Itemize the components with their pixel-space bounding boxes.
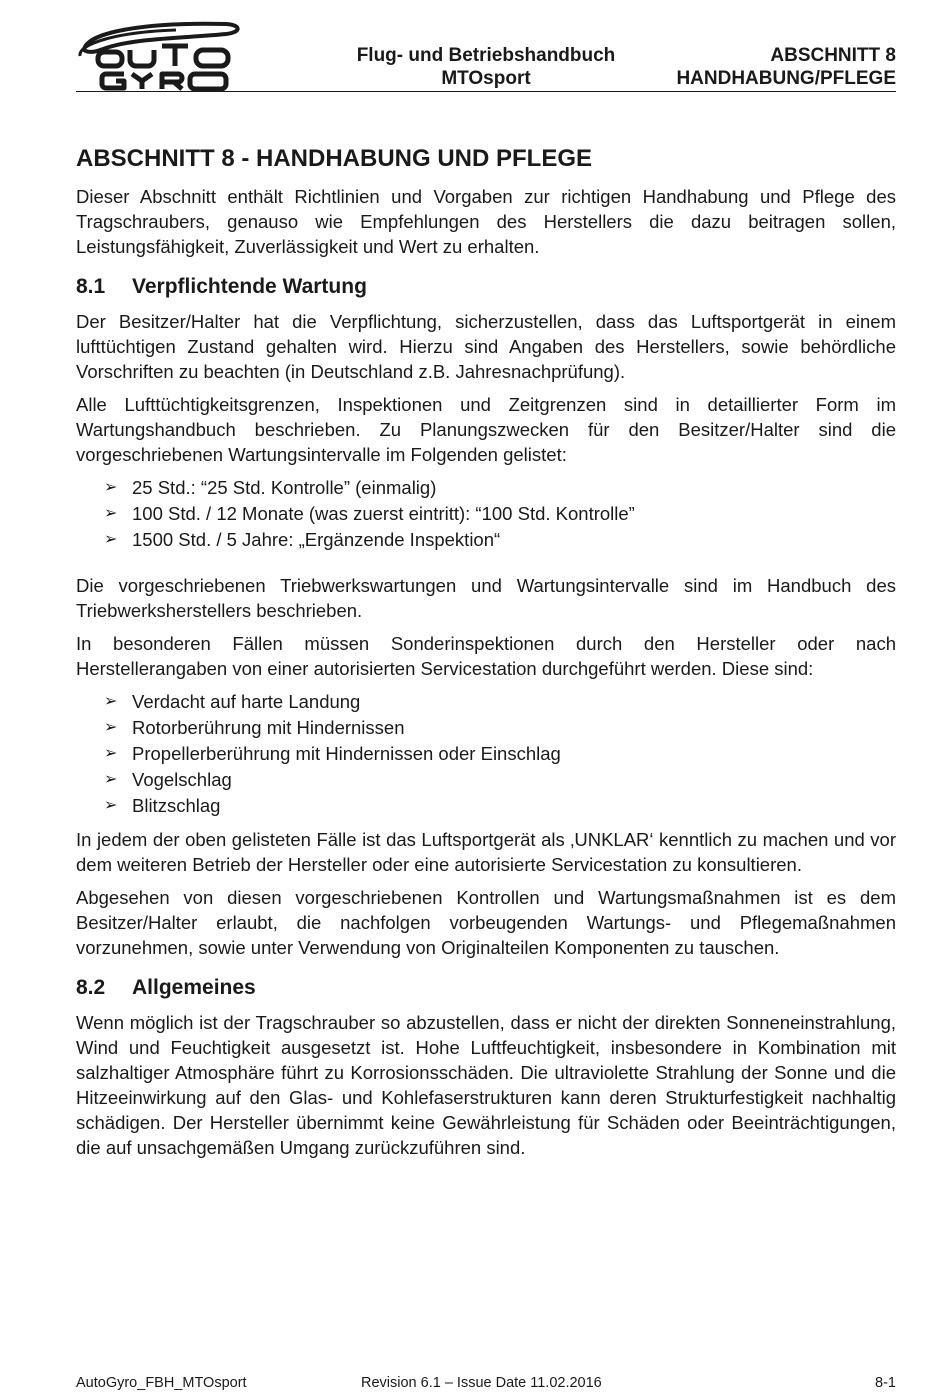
subsection-title: Allgemeines [132, 976, 256, 999]
subsection-number: 8.2 [76, 976, 106, 999]
page-number: 8-1 [875, 1375, 896, 1391]
paragraph: Die vorgeschriebenen Triebwerkswartungen und Wartungsintervalle sind im Handbuch des Triebwerksherstellers beschrieben. [76, 575, 896, 621]
section-heading: ABSCHNITT 8 - HANDHABUNG UND PFLEGE [76, 145, 592, 172]
arrow-bullet-icon: ➢ [104, 531, 118, 548]
arrow-bullet-icon: ➢ [104, 505, 118, 522]
subsection-heading-8-2 [76, 974, 896, 1002]
intro-paragraph: Dieser Abschnitt enthält Richtlinien und Vorgaben zur richtigen Handhabung und Pflege des Tragschraubers, genauso wie Empfehlungen des Herstellers die dazu beitragen sollen, Leistungsfähigkeit, Zuverlässigkeit und Wert zu erhalten. [76, 186, 896, 257]
arrow-bullet-icon: ➢ [104, 745, 118, 762]
subsection-heading-8-1 [76, 273, 896, 301]
paragraph: Abgesehen von diesen vorgeschriebenen Kontrollen und Wartungsmaßnahmen ist es dem Besitzer/Halter erlaubt, die nachfolgen vorbeugenden Wartungs- und Pflegemaßnahmen vorzunehmen, sowie unter Verwendung von Originalteilen Komponenten zu tauschen. [76, 887, 896, 958]
manual-title-line2: MTOsport [441, 68, 531, 89]
paragraph: Der Besitzer/Halter hat die Verpflichtung, sicherzustellen, dass das Luftsportgerät in einem lufttüchtigen Zustand gehalten wird. Hierzu sind Angaben des Herstellers, sowie behördliche Vorschriften zu beachten (in Deutschland z.B. Jahresnachprüfung). [76, 311, 896, 382]
paragraph: Wenn möglich ist der Tragschrauber so abzustellen, dass er nicht der direkten Sonneneinstrahlung, Wind und Feuchtigkeit ausgesetzt ist. Hohe Luftfeuchtigkeit, insbesondere in Kombination mit salzhaltiger Atmosphäre führt zu Korrosionsschäden. Die ultraviolette Strahlung der Sonne und die Hitzeeinwirkung auf den Glas- und Kohlefaserstrukturen kann deren Strukturfestigkeit nachhaltig schädigen. Der Hersteller übernimmt keine Gewährleistung für Schäden oder Beeinträchtigungen, die auf unsachgemäßen Umgang zurückzuführen sind. [76, 1012, 896, 1158]
interval-list [76, 475, 896, 553]
list-item: ➢ 25 Std.: “25 Std. Kontrolle” (einmalig) [76, 475, 896, 501]
list-item: ➢ Propellerberührung mit Hindernissen oder Einschlag [76, 741, 896, 767]
arrow-bullet-icon: ➢ [104, 693, 118, 710]
paragraph: In besonderen Fällen müssen Sonderinspektionen durch den Hersteller oder nach Herstellerangaben von einer autorisierten Servicestation durchgeführt werden. Diese sind: [76, 633, 896, 679]
list-item: ➢ Vogelschlag [76, 767, 896, 793]
arrow-bullet-icon: ➢ [104, 719, 118, 736]
list-item: ➢ 100 Std. / 12 Monate (was zuerst eintritt): “100 Std. Kontrolle” [76, 501, 896, 527]
autogyro-logo [76, 18, 244, 92]
list-item: ➢ Verdacht auf harte Landung [76, 689, 896, 715]
header-rule [76, 91, 896, 92]
revision-info: Revision 6.1 – Issue Date 11.02.2016 [361, 1375, 602, 1391]
page-header [76, 18, 896, 92]
list-item: ➢ Blitzschlag [76, 793, 896, 819]
document-id: AutoGyro_FBH_MTOsport [76, 1375, 247, 1391]
paragraph: In jedem der oben gelisteten Fälle ist das Luftsportgerät als ‚UNKLAR‘ kenntlich zu machen und vor dem weiteren Betrieb der Hersteller oder eine autorisierte Servicestation zu konsultieren. [76, 829, 896, 875]
manual-title-line1: Flug- und Betriebshandbuch [356, 45, 616, 66]
section-label [596, 44, 896, 90]
list-item: ➢ 1500 Std. / 5 Jahre: „Ergänzende Inspektion“ [76, 527, 896, 553]
arrow-bullet-icon: ➢ [104, 479, 118, 496]
subsection-title: Verpflichtende Wartung [132, 275, 367, 298]
paragraph: Alle Lufttüchtigkeitsgrenzen, Inspektionen und Zeitgrenzen sind in detaillierter Form im Wartungshandbuch beschrieben. Zu Planungszwecken für den Besitzer/Halter sind die vorgeschriebenen Wartungsintervalle im Folgenden gelistet: [76, 394, 896, 465]
arrow-bullet-icon: ➢ [104, 771, 118, 788]
list-item: ➢ Rotorberührung mit Hindernissen [76, 715, 896, 741]
section-label-line2: HANDHABUNG/PFLEGE [676, 68, 896, 89]
special-inspection-list [76, 689, 896, 819]
subsection-number: 8.1 [76, 275, 106, 298]
arrow-bullet-icon: ➢ [104, 797, 118, 814]
section-label-line1: ABSCHNITT 8 [770, 45, 896, 66]
page-content [76, 144, 896, 1168]
